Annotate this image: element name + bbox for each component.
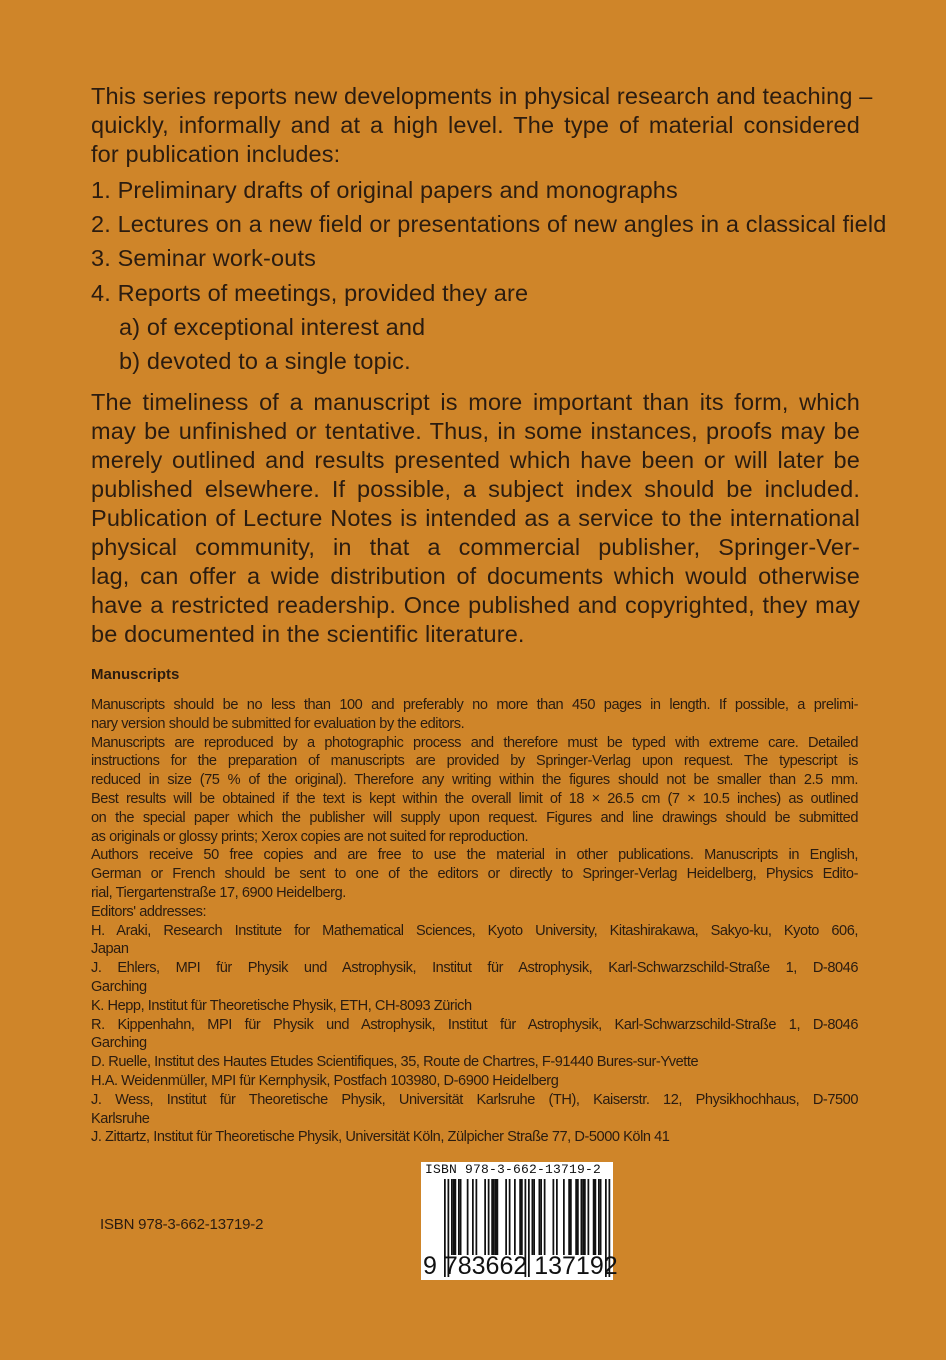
- text-line: merely outlined and results presented which have been or will later be: [91, 447, 860, 473]
- text-line: physical community, in that a commercial publisher, Springer-Ver-: [91, 534, 860, 560]
- barcode-bar: [582, 1179, 584, 1255]
- barcode-bar: [598, 1179, 600, 1255]
- text-line: Garching: [91, 978, 147, 995]
- text-line: lag, can offer a wide distribution of documents which would otherwise: [91, 563, 860, 589]
- text-line: Best results will be obtained if the text is kept within the overall limit of 18 × 26.5 cm (7 × 10.5 inches) as outlined: [91, 790, 858, 807]
- text-line: as originals or glossy prints; Xerox copies are not suited for reproduction.: [91, 828, 529, 845]
- text-line: German or French should be sent to one of the editors or directly to Springer-Verlag Heidelberg, Physics Edito-: [91, 866, 858, 883]
- barcode-bar: [595, 1179, 597, 1255]
- barcode-bar: [505, 1179, 507, 1255]
- text-line: Authors receive 50 free copies and are free to use the material in other publications. Manuscripts in English,: [91, 847, 858, 864]
- barcode-bar: [497, 1179, 499, 1255]
- barcode-bar: [553, 1179, 555, 1255]
- barcode-bar: [455, 1179, 457, 1255]
- barcode-bar: [495, 1179, 497, 1255]
- timeliness-paragraph: [91, 388, 860, 649]
- text-line: 2. Lectures on a new field or presentations of new angles in a classical field: [91, 211, 887, 238]
- text-line: published elsewhere. If possible, a subject index should be included.: [91, 476, 860, 502]
- barcode-bar: [570, 1179, 572, 1255]
- material-list: [91, 173, 887, 378]
- text-line: rial, Tiergartenstraße 17, 6900 Heidelberg.: [91, 884, 346, 901]
- text-line: J. Ehlers, MPI für Physik und Astrophysik, Institut für Astrophysik, Karl-Schwarzschild-Straße 1, D-8046: [91, 960, 858, 977]
- text-line: b) devoted to a single topic.: [119, 347, 411, 374]
- text-line: 3. Seminar work-outs: [91, 245, 317, 272]
- barcode-bar: [472, 1179, 474, 1255]
- barcode-bar: [509, 1179, 511, 1255]
- text-line: This series reports new developments in physical research and teaching –: [91, 83, 873, 109]
- barcode-bar: [533, 1179, 535, 1255]
- text-line: Garching: [91, 1035, 147, 1052]
- barcode-bar: [484, 1179, 486, 1255]
- manuscripts-heading: Manuscripts: [91, 666, 180, 683]
- text-line: D. Ruelle, Institut des Hautes Etudes Scientifiques, 35, Route de Chartres, F-91440 Bures-sur-Yvette: [91, 1054, 699, 1071]
- barcode-bar: [539, 1179, 541, 1255]
- text-line: instructions for the preparation of manuscripts are provided by Springer-Verlag upon request. The typescript is: [91, 753, 858, 770]
- text-line: Manuscripts are reproduced by a photographic process and therefore must be typed with extreme care. Detailed: [91, 734, 858, 751]
- barcode-bar: [584, 1179, 586, 1255]
- text-line: may be unfinished or tentative. Thus, in some instances, proofs may be: [91, 418, 860, 444]
- text-line: reduced in size (75 % of the original). Therefore any writing within the figures should not be smaller than 2.5 mm.: [91, 772, 858, 789]
- isbn-barcode: [421, 1162, 618, 1280]
- text-line: J. Zittartz, Institut für Theoretische Physik, Universität Köln, Zülpicher Straße 77, D-5000 Köln 41: [91, 1129, 670, 1146]
- text-line: The timeliness of a manuscript is more important than its form, which: [91, 389, 860, 415]
- barcode-bar: [577, 1179, 579, 1255]
- barcode-bar: [458, 1179, 460, 1255]
- text-line: Editors' addresses:: [91, 903, 207, 920]
- text-line: Publication of Lecture Notes is intended as a service to the international: [91, 505, 860, 531]
- barcode-bar: [467, 1179, 469, 1255]
- manuscripts-text: [91, 696, 858, 1147]
- barcode-bar: [540, 1179, 542, 1255]
- text-line: 1. Preliminary drafts of original papers and monographs: [91, 177, 678, 203]
- text-line: for publication includes:: [91, 141, 341, 167]
- barcode-bar: [568, 1179, 570, 1255]
- barcode-bar: [476, 1179, 478, 1255]
- barcode-bar: [453, 1179, 455, 1255]
- barcode-bar: [488, 1179, 490, 1255]
- text-line: on the special paper which the publisher will supply upon request. Figures and line drawings should be submitted: [91, 809, 858, 826]
- text-line: have a restricted readership. Once published and copyrighted, they may: [91, 592, 860, 618]
- barcode-bar: [581, 1179, 583, 1255]
- barcode-isbn-label: ISBN 978-3-662-13719-2: [425, 1162, 602, 1177]
- barcode-bar: [521, 1179, 523, 1255]
- text-line: quickly, informally and at a high level. The type of material considered: [91, 112, 860, 138]
- text-line: be documented in the scientific literature.: [91, 621, 525, 647]
- barcode-bar: [451, 1179, 453, 1255]
- text-line: H. Araki, Research Institute for Mathematical Sciences, Kyoto University, Kitashirakawa, Sakyo-ku, Kyoto 606,: [91, 922, 858, 939]
- text-line: H.A. Weidenmüller, MPI für Kernphysik, Postfach 103980, D-6900 Heidelberg: [91, 1072, 559, 1089]
- barcode-bar: [556, 1179, 558, 1255]
- text-line: Karlsruhe: [91, 1110, 150, 1127]
- barcode-bar: [593, 1179, 595, 1255]
- barcode-bar: [600, 1179, 602, 1255]
- text-line: Manuscripts should be no less than 100 and preferably no more than 450 pages in length. If possible, a prelimi-: [91, 697, 858, 713]
- text-line: 4. Reports of meetings, provided they are: [91, 279, 529, 306]
- barcode-bar: [493, 1179, 495, 1255]
- barcode-bar: [491, 1179, 493, 1255]
- barcode-bar: [588, 1179, 590, 1255]
- text-line: Japan: [91, 941, 129, 958]
- text-line: nary version should be submitted for evaluation by the editors.: [91, 715, 465, 732]
- barcode-bar: [460, 1179, 462, 1255]
- isbn-text: ISBN 978-3-662-13719-2: [100, 1216, 264, 1233]
- barcode-bar: [519, 1179, 521, 1255]
- text-line: R. Kippenhahn, MPI für Physik und Astrophysik, Institut für Astrophysik, Karl-Schwarzschild-Straße 1, D-8046: [91, 1016, 858, 1033]
- intro-paragraph: [91, 82, 873, 169]
- barcode-bar: [532, 1179, 534, 1255]
- barcode-bar: [563, 1179, 565, 1255]
- text-line: a) of exceptional interest and: [119, 313, 426, 340]
- barcode-digits: 9 783662 137192: [423, 1252, 618, 1280]
- barcode-bar: [575, 1179, 577, 1255]
- text-line: J. Wess, Institut für Theoretische Physik, Universität Karlsruhe (TH), Kaiserstr. 12, Physikhochhaus, D-7500: [91, 1091, 858, 1108]
- text-line: K. Hepp, Institut für Theoretische Physik, ETH, CH-8093 Zürich: [91, 997, 472, 1014]
- barcode-bar: [514, 1179, 516, 1255]
- barcode-bar: [544, 1179, 546, 1255]
